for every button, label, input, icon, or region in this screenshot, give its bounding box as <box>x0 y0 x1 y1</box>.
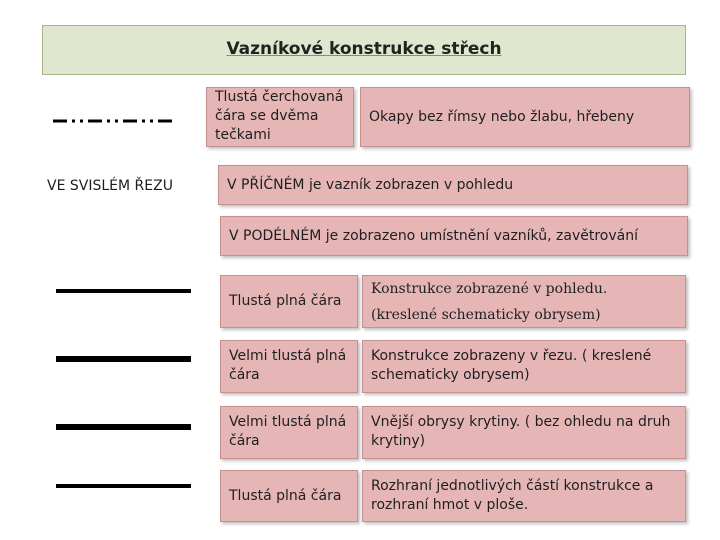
legend-description-cell <box>360 87 690 147</box>
section-heading: VE SVISLÉM ŘEZU <box>47 178 173 194</box>
thick-line-sample <box>56 484 191 488</box>
legend-label-cell <box>220 406 358 459</box>
legend-description-text: Konstrukce zobrazeny v řezu. ( kreslené schematicky obrysem) <box>371 348 652 383</box>
legend-label-cell <box>220 470 358 522</box>
legend-description-cell <box>218 165 688 205</box>
legend-description-cell <box>220 216 688 256</box>
legend-label-text: Tlustá plná čára <box>229 293 342 309</box>
legend-description-cell <box>362 275 686 328</box>
legend-description-text: Vnější obrysy krytiny. ( bez ohledu na druh krytiny) <box>371 414 671 449</box>
legend-label-cell <box>220 275 358 328</box>
legend-label-text: Velmi tlustá plná čára <box>229 414 347 449</box>
dash-dot-dot-line-sample <box>52 116 177 126</box>
legend-description-cell <box>362 340 686 393</box>
legend-description-text: V PŘÍČNÉM je vazník zobrazen v pohledu <box>227 177 514 193</box>
legend-description-text: Rozhraní jednotlivých částí konstrukce a rozhraní hmot v ploše. <box>371 478 654 513</box>
title-banner <box>42 25 686 75</box>
legend-label-cell <box>206 87 354 147</box>
legend-label-text: Tlustá čerchovaná čára se dvěma tečkami <box>215 89 344 143</box>
legend-description-text: V PODÉLNÉM je zobrazeno umístnění vazníků, zavětrování <box>229 228 638 244</box>
legend-description-text: Konstrukce zobrazené v pohledu. <box>371 281 608 297</box>
legend-label-cell <box>220 340 358 393</box>
thick-line-sample <box>56 289 191 293</box>
legend-description-cell <box>362 406 686 459</box>
legend-label-text: Tlustá plná čára <box>229 488 342 504</box>
very-thick-line-sample <box>56 356 191 362</box>
legend-description-cell <box>362 470 686 522</box>
page-title: Vazníkové konstrukce střech <box>226 39 502 59</box>
legend-description-text: (kreslené schematicky obrysem) <box>371 307 601 323</box>
legend-description-text: Okapy bez římsy nebo žlabu, hřebeny <box>369 109 635 125</box>
very-thick-line-sample <box>56 424 191 430</box>
legend-label-text: Velmi tlustá plná čára <box>229 348 347 383</box>
